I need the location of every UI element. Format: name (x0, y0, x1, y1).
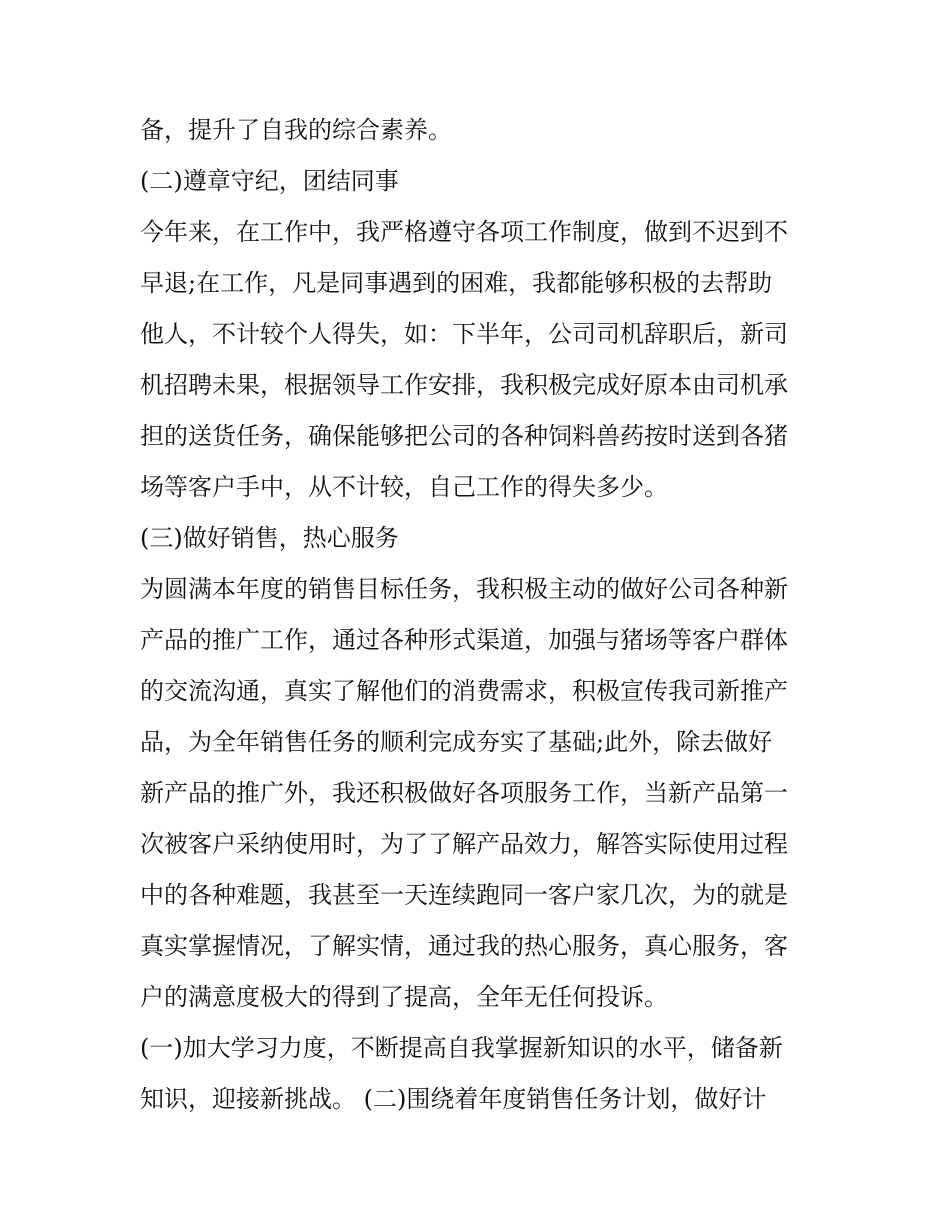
text-line: 今年来，在工作中，我严格遵守各项工作制度，做到不迟到不 (140, 218, 788, 246)
text-line: 知识，迎接新挑战。 (二)围绕着年度销售任务计划，做好计 (140, 1085, 767, 1113)
text-line: 为圆满本年度的销售目标任务，我积极主动的做好公司各种新 (140, 575, 788, 603)
text-line: 中的各种难题，我甚至一天连续跑同一客户家几次，为的就是 (140, 881, 788, 909)
text-line: (一)加大学习力度，不断提高自我掌握新知识的水平，储备新 (140, 1034, 783, 1062)
text-line: 机招聘未果，根据领导工作安排，我积极完成好原本由司机承 (140, 371, 788, 399)
section-heading: (三)做好销售，热心服务 (140, 524, 399, 552)
text-line: 早退;在工作，凡是同事遇到的困难，我都能够积极的去帮助 (140, 269, 773, 297)
text-line: 真实掌握情况，了解实情，通过我的热心服务，真心服务，客 (140, 932, 788, 960)
text-line: 他人，不计较个人得失，如：下半年，公司司机辞职后，新司 (140, 320, 788, 348)
text-line: 担的送货任务，确保能够把公司的各种饲料兽药按时送到各猪 (140, 422, 788, 450)
text-line: 新产品的推广外，我还积极做好各项服务工作，当新产品第一 (140, 779, 788, 807)
text-line: 的交流沟通，真实了解他们的消费需求，积极宣传我司新推产 (140, 677, 788, 705)
text-line: 备，提升了自我的综合素养。 (140, 116, 452, 144)
document-body (140, 105, 820, 1125)
section-heading: (二)遵章守纪，团结同事 (140, 167, 399, 195)
text-line: 品，为全年销售任务的顺利完成夯实了基础;此外，除去做好 (140, 728, 773, 756)
text-line: 产品的推广工作，通过各种形式渠道，加强与猪场等客户群体 (140, 626, 788, 654)
text-line: 场等客户手中，从不计较，自己工作的得失多少。 (140, 473, 668, 501)
text-line: 次被客户采纳使用时，为了了解产品效力，解答实际使用过程 (140, 830, 788, 858)
text-line: 户的满意度极大的得到了提高，全年无任何投诉。 (140, 983, 668, 1011)
